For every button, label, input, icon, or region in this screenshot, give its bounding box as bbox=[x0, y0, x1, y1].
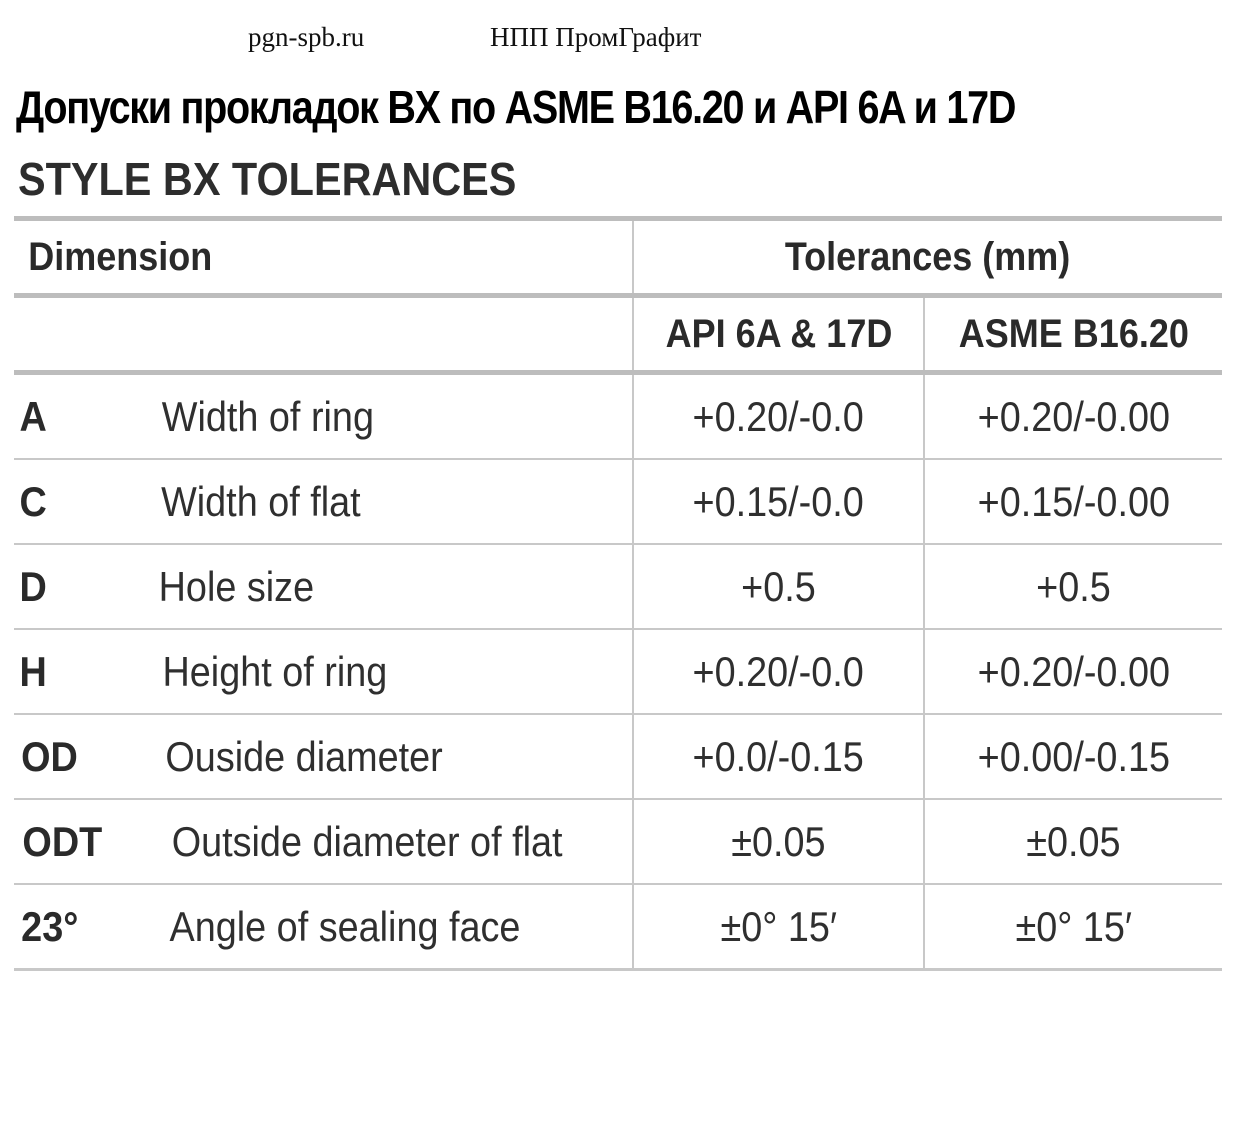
company-name: НПП ПромГрафит bbox=[490, 22, 702, 52]
table-row bbox=[14, 460, 1222, 545]
row-asme-tolerance: +0.15/-0.00 bbox=[923, 460, 1222, 543]
row-code: 23° bbox=[21, 902, 79, 950]
table-header-row bbox=[14, 216, 1222, 298]
row-description: Outside diameter of flat bbox=[171, 817, 563, 865]
row-asme-tolerance: +0.20/-0.00 bbox=[923, 375, 1222, 458]
table-row bbox=[14, 630, 1222, 715]
row-description: Height of ring bbox=[162, 647, 388, 695]
row-code: D bbox=[19, 562, 47, 610]
table-row bbox=[14, 715, 1222, 800]
tolerances-table bbox=[14, 216, 1222, 971]
header-dimension: Dimension bbox=[28, 234, 213, 279]
table-row bbox=[14, 375, 1222, 460]
table-row bbox=[14, 800, 1222, 885]
subheader-empty bbox=[14, 298, 632, 370]
site-url: pgn-spb.ru bbox=[248, 22, 365, 52]
row-description: Angle of sealing face bbox=[169, 902, 521, 950]
row-description: Width of ring bbox=[161, 392, 374, 440]
row-code: ODT bbox=[22, 817, 103, 865]
row-asme-tolerance: +0.20/-0.00 bbox=[923, 630, 1222, 713]
row-code: A bbox=[19, 392, 47, 440]
row-description: Width of flat bbox=[161, 477, 361, 525]
row-asme-tolerance: +0.5 bbox=[923, 545, 1222, 628]
table-row bbox=[14, 885, 1222, 971]
row-code: OD bbox=[21, 732, 78, 780]
header-api: API 6A & 17D bbox=[632, 298, 923, 370]
row-api-tolerance: ±0° 15′ bbox=[632, 885, 923, 968]
row-asme-tolerance: +0.00/-0.15 bbox=[923, 715, 1222, 798]
row-api-tolerance: +0.20/-0.0 bbox=[632, 630, 923, 713]
row-code: C bbox=[19, 477, 47, 525]
row-description: Hole size bbox=[158, 562, 315, 610]
row-code: H bbox=[19, 647, 47, 695]
table-title: STYLE BX TOLERANCES bbox=[18, 153, 517, 205]
row-api-tolerance: ±0.05 bbox=[632, 800, 923, 883]
row-api-tolerance: +0.5 bbox=[632, 545, 923, 628]
row-api-tolerance: +0.20/-0.0 bbox=[632, 375, 923, 458]
header-tolerances: Tolerances (mm) bbox=[632, 221, 1222, 293]
table-row bbox=[14, 545, 1222, 630]
header-asme: ASME B16.20 bbox=[923, 298, 1222, 370]
row-description: Ouside diameter bbox=[165, 732, 443, 780]
page-title: Допуски прокладок BX по ASME B16.20 и API 6A и 17D bbox=[16, 81, 1016, 133]
row-asme-tolerance: ±0.05 bbox=[923, 800, 1222, 883]
table-subheader-row bbox=[14, 298, 1222, 375]
row-api-tolerance: +0.0/-0.15 bbox=[632, 715, 923, 798]
row-asme-tolerance: ±0° 15′ bbox=[923, 885, 1222, 968]
row-api-tolerance: +0.15/-0.0 bbox=[632, 460, 923, 543]
